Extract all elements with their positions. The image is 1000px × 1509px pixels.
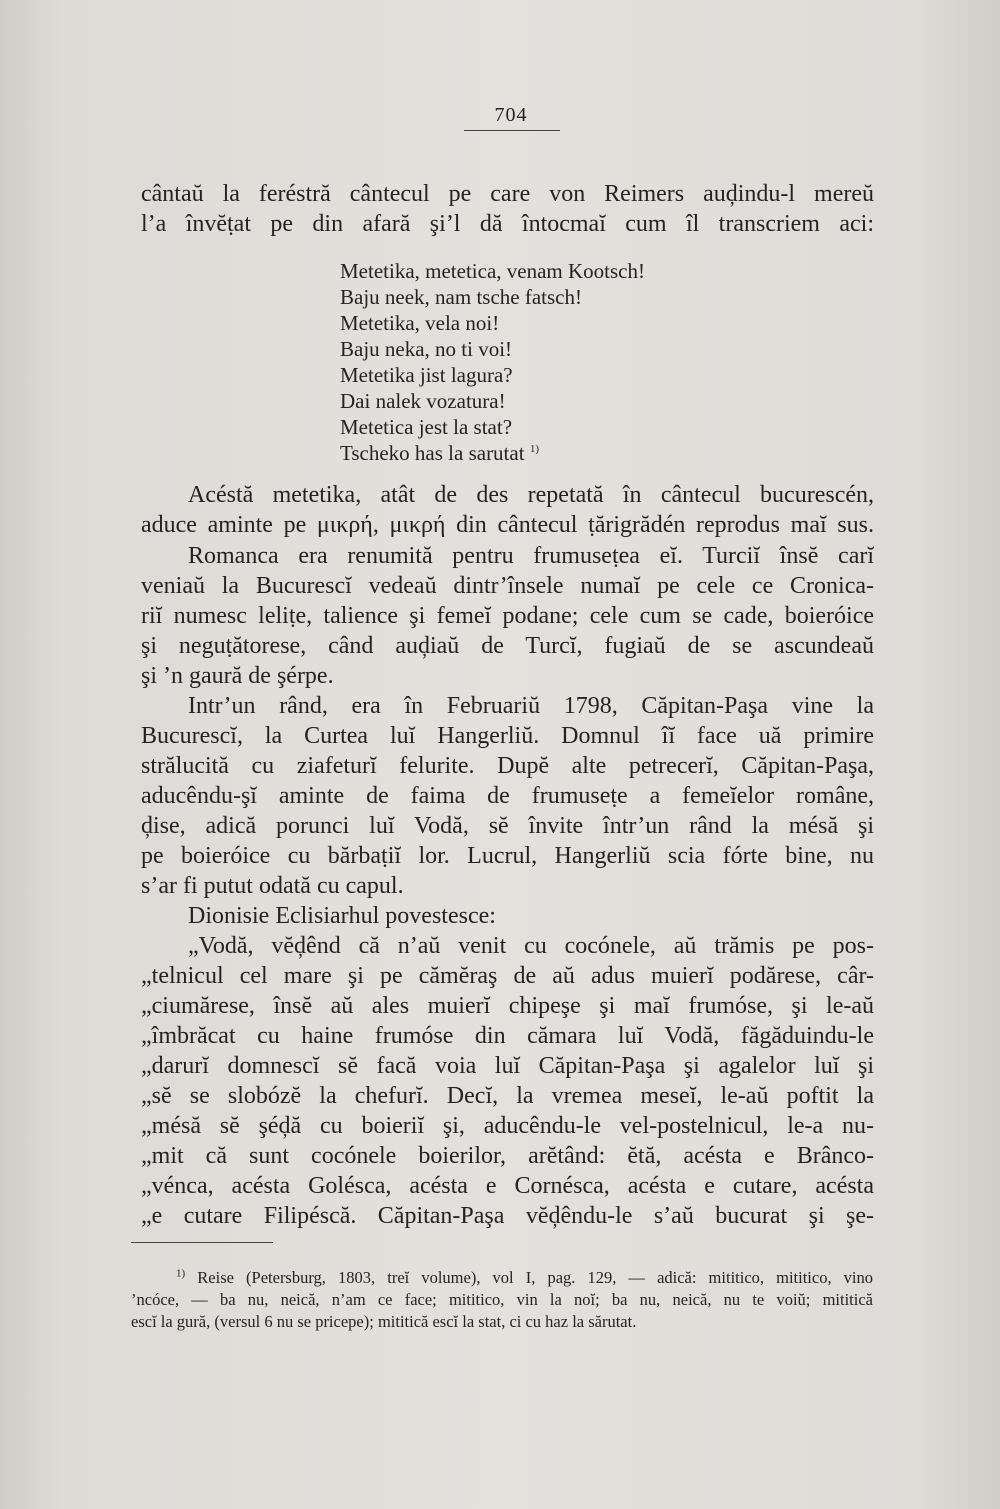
- text-line: şi neguṭătorese, când auḑiaŭ de Turcĭ, fugiaŭ de se ascundeaŭ: [141, 633, 874, 659]
- text-line: aducêndu-şĭ aminte de faima de frumuseṭe a femeĭelor române,: [141, 783, 874, 809]
- text-line: Acéstă metetika, atât de des repetată în cântecul bucurescén,: [188, 482, 874, 508]
- footnote-line: ’ncóce, — ba nu, neică, n’am ce face; mititico, vin la noĭ; ba nu, neică, nu te voiŭ; mititică: [131, 1290, 873, 1309]
- text-line: pe boieróice cu bărbaṭiĭ lor. Lucrul, Hangerliŭ scia fórte bine, nu: [141, 843, 874, 869]
- verse-line: Metetika, vela noi!: [340, 311, 500, 335]
- text-line: „Vodă, vĕḑênd că n’aŭ venit cu cocónele, aŭ trămis pe pos-: [188, 933, 874, 959]
- footnote-text: Reise (Petersburg, 1803, treĭ volume), vol I, pag. 129, — adică: mititico, mititico, vino: [197, 1268, 874, 1287]
- text-line: Bucurescĭ, la Curtea luĭ Hangerliŭ. Domnul îĭ face uă primire: [141, 723, 874, 749]
- footnote-marker: [131, 1268, 185, 1287]
- text-line: s’ar fi putut odată cu capul.: [141, 873, 404, 899]
- text-line: veniaŭ la Bucurescĭ vedeaŭ dintr’însele numaĭ pe cele ce Cronica-: [141, 573, 874, 599]
- footnote-separator: [131, 1242, 273, 1243]
- text-line: ḑise, adică porunci luĭ Vodă, sĕ învite într’un rând la mésă şi: [141, 813, 874, 839]
- text-line: „mit că sunt cocónele boierilor, arĕtând: ĕtă, acésta e Brânco-: [141, 1143, 874, 1169]
- verse-line: Baju neek, nam tsche fatsch!: [340, 285, 582, 309]
- text-line: Intr’un rând, era în Februariŭ 1798, Căpitan-Paşa vine la: [188, 693, 874, 719]
- verse-line: Dai nalek vozatura!: [340, 389, 506, 413]
- text-line: Dionisie Eclisiarhul povestesce:: [188, 903, 496, 929]
- page-number: 704: [494, 104, 528, 126]
- footnote-reference: 1): [529, 443, 539, 455]
- text-line: aduce aminte pe μικρή, μικρή din cântecul ṭărigrădén reprodus maĭ sus.: [141, 512, 874, 538]
- verse-line: Baju neka, no ti voi!: [340, 337, 513, 361]
- footnote-line: escĭ la gură, (versul 6 nu se pricepe); mititică escĭ la stat, ci cu haz la sărutat.: [131, 1312, 637, 1331]
- text-line: „vénca, acésta Golésca, acésta e Cornésca, acésta e cutare, acésta: [141, 1173, 874, 1199]
- verse-line-last: [340, 440, 740, 466]
- text-line: cântaŭ la feréstră cântecul pe care von Reimers auḑindu-l mereŭ: [141, 181, 874, 207]
- text-line: strălucită cu ziafeturĭ felurite. Dupĕ alte petrecerĭ, Căpitan-Paşa,: [141, 753, 874, 779]
- text-line: Romanca era renumită pentru frumuseṭea eĭ. Turciĭ însĕ carĭ: [188, 543, 874, 569]
- text-line: „sĕ se slobózĕ la chefurĭ. Decĭ, la vremea meseĭ, le-aŭ poftit la: [141, 1083, 874, 1109]
- text-line: „e cutare Filipéscă. Căpitan-Paşa vĕḑêndu-le s’aŭ bucurat şi şe-: [141, 1203, 874, 1229]
- verse-line-text: Tscheko has la sarutat: [340, 441, 525, 465]
- text-line: „darurĭ domnescĭ sĕ facă voia luĭ Căpitan-Paşa şi agalelor luĭ şi: [141, 1053, 874, 1079]
- text-line: „mésă sĕ şéḑă cu boieriĭ şi, aducêndu-le vel-postelnicul, le-a nu-: [141, 1113, 874, 1139]
- verse-line: Metetica jest la stat?: [340, 415, 513, 439]
- verse-line: Metetika, metetica, venam Kootsch!: [340, 259, 645, 283]
- footnote-line-first: [131, 1267, 873, 1289]
- verse-line: Metetika jist lagura?: [340, 363, 513, 387]
- page-number-rule: [464, 130, 560, 131]
- text-line: şi ’n gaură de şérpe.: [141, 663, 334, 689]
- text-line: „telnicul cel mare şi pe cămĕraş de aŭ adus muierĭ podărese, câr-: [141, 963, 874, 989]
- text-line: riĭ numesc leliṭe, talience şi femeĭ podane; cele cum se cade, boieróice: [141, 603, 874, 629]
- text-line: l’a învĕṭat pe din afară şi’l dă întocmaĭ cum îl transcriem aci:: [141, 211, 874, 237]
- footnote-marker-text: 1): [176, 1267, 186, 1280]
- text-line: „îmbrăcat cu haine frumóse din cămara luĭ Vodă, făgăduindu-le: [141, 1023, 874, 1049]
- text-line: „ciumărese, însĕ aŭ ales muierĭ chipeşe şi maĭ frumóse, şi le-aŭ: [141, 993, 874, 1019]
